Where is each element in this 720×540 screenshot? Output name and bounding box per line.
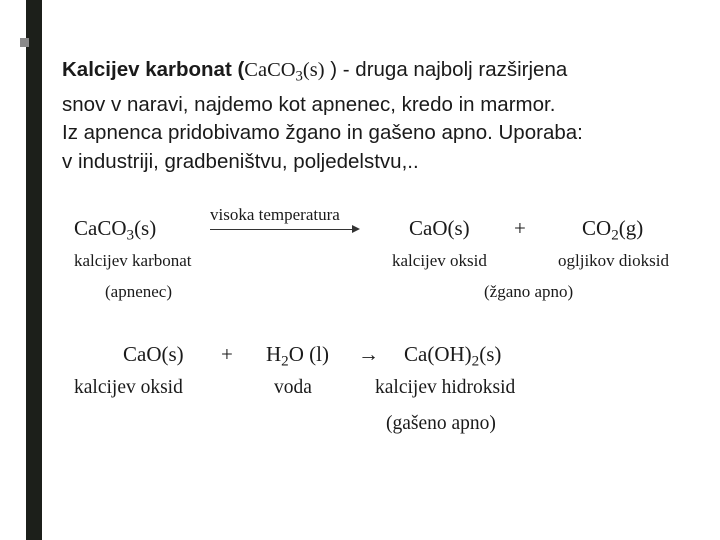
r1-arrow-line bbox=[210, 229, 358, 230]
r1-reactant-formula: CaCO$_3$(s) bbox=[74, 216, 157, 244]
r2-product-formula: $Ca(OH)_2(s)$ bbox=[404, 342, 502, 370]
r2-reactant2-name: voda bbox=[274, 377, 312, 398]
r2-product-name: kalcijev hidroksid bbox=[375, 377, 516, 398]
intro-line4: v industriji, gradbeništvu, poljedelstvu,.. bbox=[62, 149, 419, 173]
r2-plus: + bbox=[221, 342, 233, 366]
intro-line3: Iz apnenca pridobivamo žgano in gašeno apno. Uporaba: bbox=[62, 121, 583, 145]
r2-product-common: (gašeno apno) bbox=[386, 413, 496, 434]
r1-product1-common: (žgano apno) bbox=[484, 282, 574, 301]
intro-bold-name: Kalcijev karbonat bbox=[62, 58, 232, 81]
r1-plus: + bbox=[514, 216, 526, 240]
r1-arrow-head bbox=[352, 225, 360, 233]
decorative-side-bar bbox=[26, 0, 42, 540]
intro-paragraph: Kalcijev karbonat (CaCO$_3$(s) ) - druga najbolj razširjena snov v naravi, najdemo kot apnenec, kredo in marmor. Iz apnenca pridobivamo žgano in gašeno apno. Uporaba: v industriji, gradbeništvu, poljedelstvu,.. bbox=[62, 58, 583, 173]
r2-reactant2-formula: $H_2O$ (l) bbox=[266, 342, 329, 370]
r2-reactant1-formula: CaO(s) bbox=[123, 342, 184, 366]
intro-formula: CaCO$_3$(s) bbox=[244, 59, 325, 85]
r1-product1-name: kalcijev oksid bbox=[392, 251, 487, 270]
r1-reactant-name: kalcijev karbonat bbox=[74, 251, 192, 270]
r2-reactant1-name: kalcijev oksid bbox=[74, 377, 183, 398]
r1-product2-name: ogljikov dioksid bbox=[558, 251, 669, 270]
decorative-square bbox=[20, 38, 29, 47]
r1-condition: visoka temperatura bbox=[210, 205, 340, 224]
intro-line2: snov v naravi, najdemo kot apnenec, kredo in marmor. bbox=[62, 92, 556, 116]
r1-reactant-common: (apnenec) bbox=[105, 282, 173, 301]
r2-arrow: → bbox=[358, 342, 379, 366]
r1-product1-formula: CaO(s) bbox=[409, 216, 470, 240]
intro-line1-rest: ) - druga najbolj razširjena bbox=[324, 58, 568, 81]
r1-product2-formula: $CO_2(g)$ bbox=[582, 216, 644, 244]
